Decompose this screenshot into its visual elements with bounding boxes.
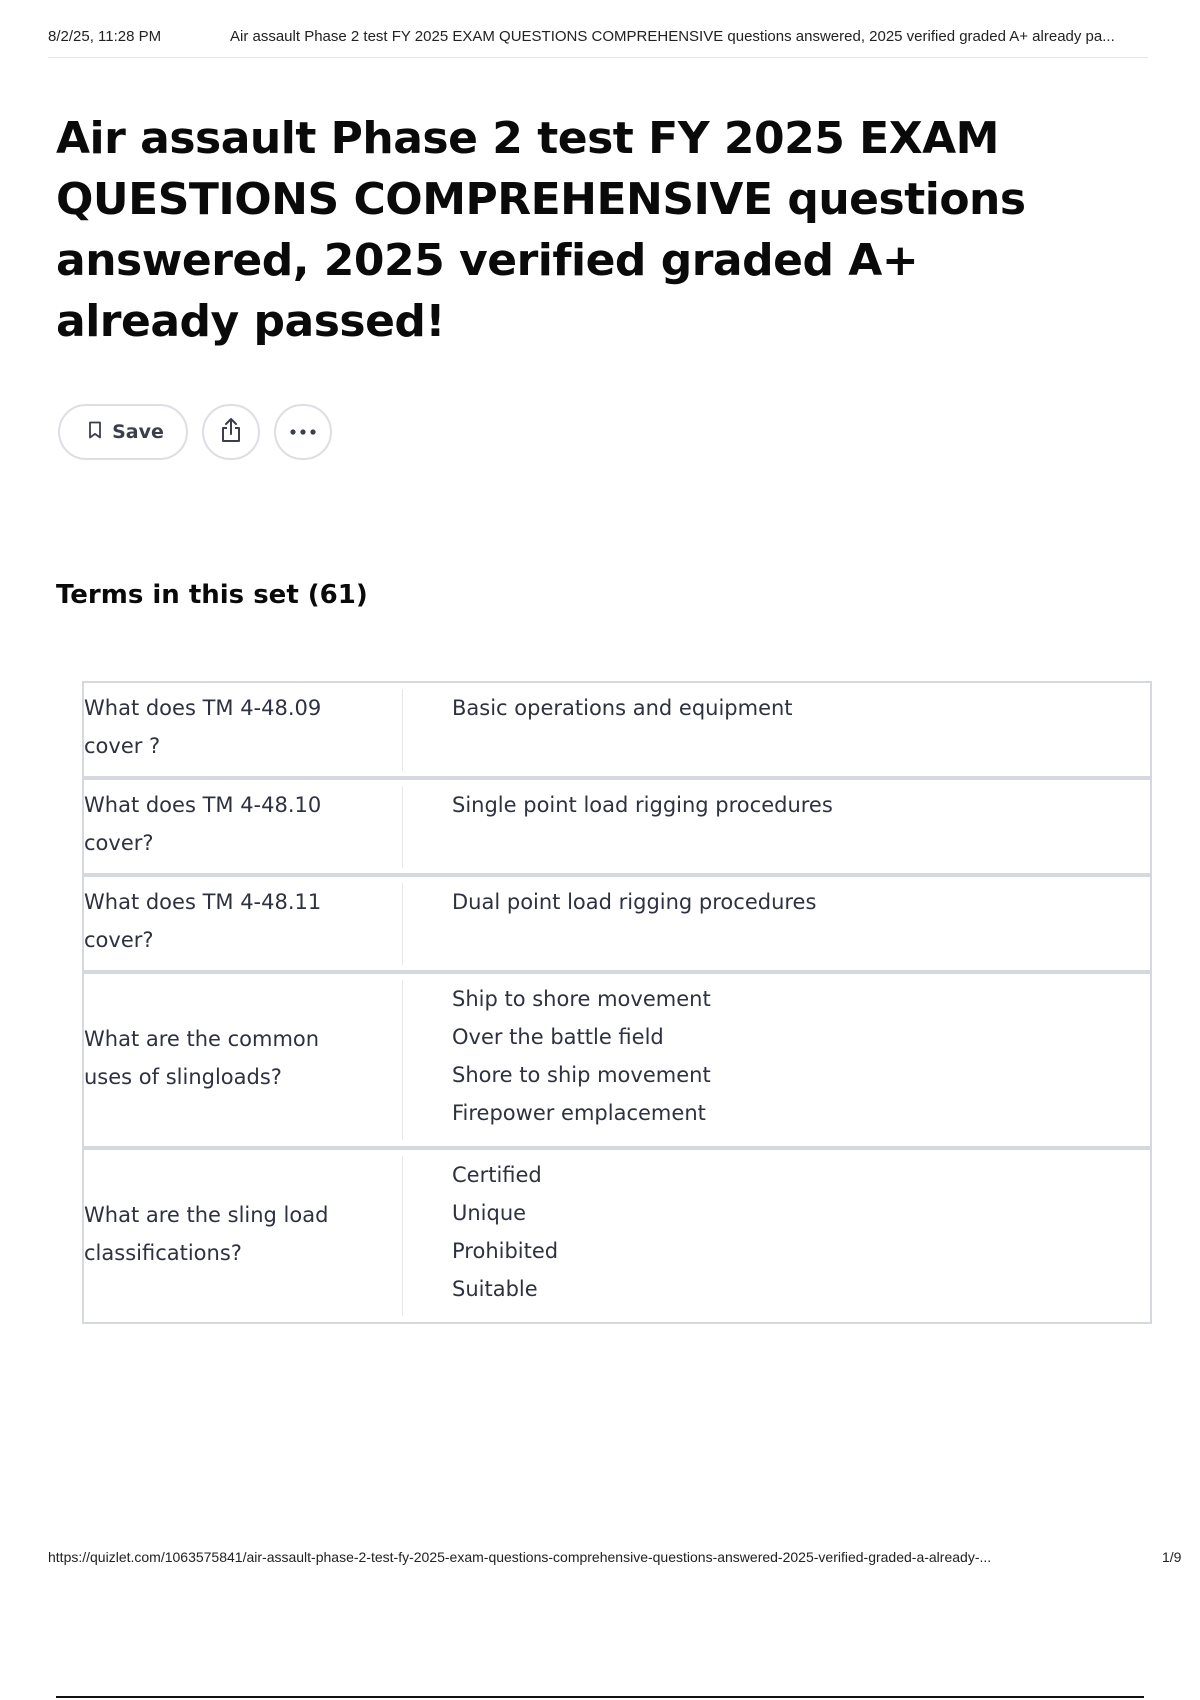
term-divider [402,980,403,1140]
terms-list [82,681,1152,1324]
term-answer-line: Dual point load rigging procedures [452,890,817,914]
term-answer-line: Suitable [452,1277,538,1301]
term-answer-line: Ship to shore movement [452,987,711,1011]
term-answer-line: Shore to ship movement [452,1063,711,1087]
term-row[interactable] [82,1148,1152,1324]
term-row[interactable] [82,875,1152,972]
term-divider [402,1156,403,1316]
term-question [84,689,394,765]
print-url: https://quizlet.com/1063575841/air-assault-phase-2-test-fy-2025-exam-questions-comprehensive-questions-answered-2025-verified-graded-a-already-... [48,1549,992,1565]
term-answer [452,689,1132,727]
term-divider [402,883,403,965]
term-answer-line: Single point load rigging procedures [452,793,833,817]
print-doc-title: Air assault Phase 2 test FY 2025 EXAM QUESTIONS COMPREHENSIVE questions answered, 2025 verified graded A+ already pa... [230,28,1115,45]
term-divider [402,689,403,771]
term-answer [452,980,1132,1132]
term-question-line: What are the common [84,1027,320,1051]
save-button-label: Save [112,421,164,443]
term-question-line: classifications? [84,1241,242,1265]
term-row[interactable] [82,778,1152,875]
header-divider [48,57,1148,58]
page-number: 1/9 [1162,1549,1182,1565]
term-question [84,1196,394,1272]
term-question-line: cover? [84,831,154,855]
term-answer-line: Certified [452,1163,542,1187]
page-bottom-rule [56,1696,1144,1698]
term-row[interactable] [82,681,1152,778]
more-icon [289,423,317,441]
print-datetime: 8/2/25, 11:28 PM [48,28,162,45]
term-divider [402,786,403,868]
term-question-line: cover ? [84,734,161,758]
term-question-line: uses of slingloads? [84,1065,282,1089]
share-icon [219,416,243,449]
term-question [84,1020,394,1096]
term-answer-line: Basic operations and equipment [452,696,793,720]
term-question-line: What are the sling load [84,1203,329,1227]
term-row[interactable] [82,972,1152,1148]
term-question-line: What does TM 4-48.11 [84,890,322,914]
term-question-line: cover? [84,928,154,952]
more-options-button[interactable] [274,404,332,460]
bookmark-icon [88,421,102,444]
term-question-line: What does TM 4-48.10 [84,793,322,817]
term-answer [452,1156,1132,1308]
term-answer-line: Unique [452,1201,527,1225]
term-answer-line: Firepower emplacement [452,1101,706,1125]
term-answer [452,786,1132,824]
term-question-line: What does TM 4-48.09 [84,696,322,720]
term-answer-line: Over the battle field [452,1025,664,1049]
page-title: Air assault Phase 2 test FY 2025 EXAM QUESTIONS COMPREHENSIVE questions answered, 2025 verified graded A+ already passed! [56,113,1026,347]
term-question [84,883,394,959]
term-answer-line: Prohibited [452,1239,559,1263]
save-button[interactable] [58,404,188,460]
term-question [84,786,394,862]
share-button[interactable] [202,404,260,460]
terms-heading: Terms in this set (61) [56,580,368,610]
term-answer [452,883,1132,921]
